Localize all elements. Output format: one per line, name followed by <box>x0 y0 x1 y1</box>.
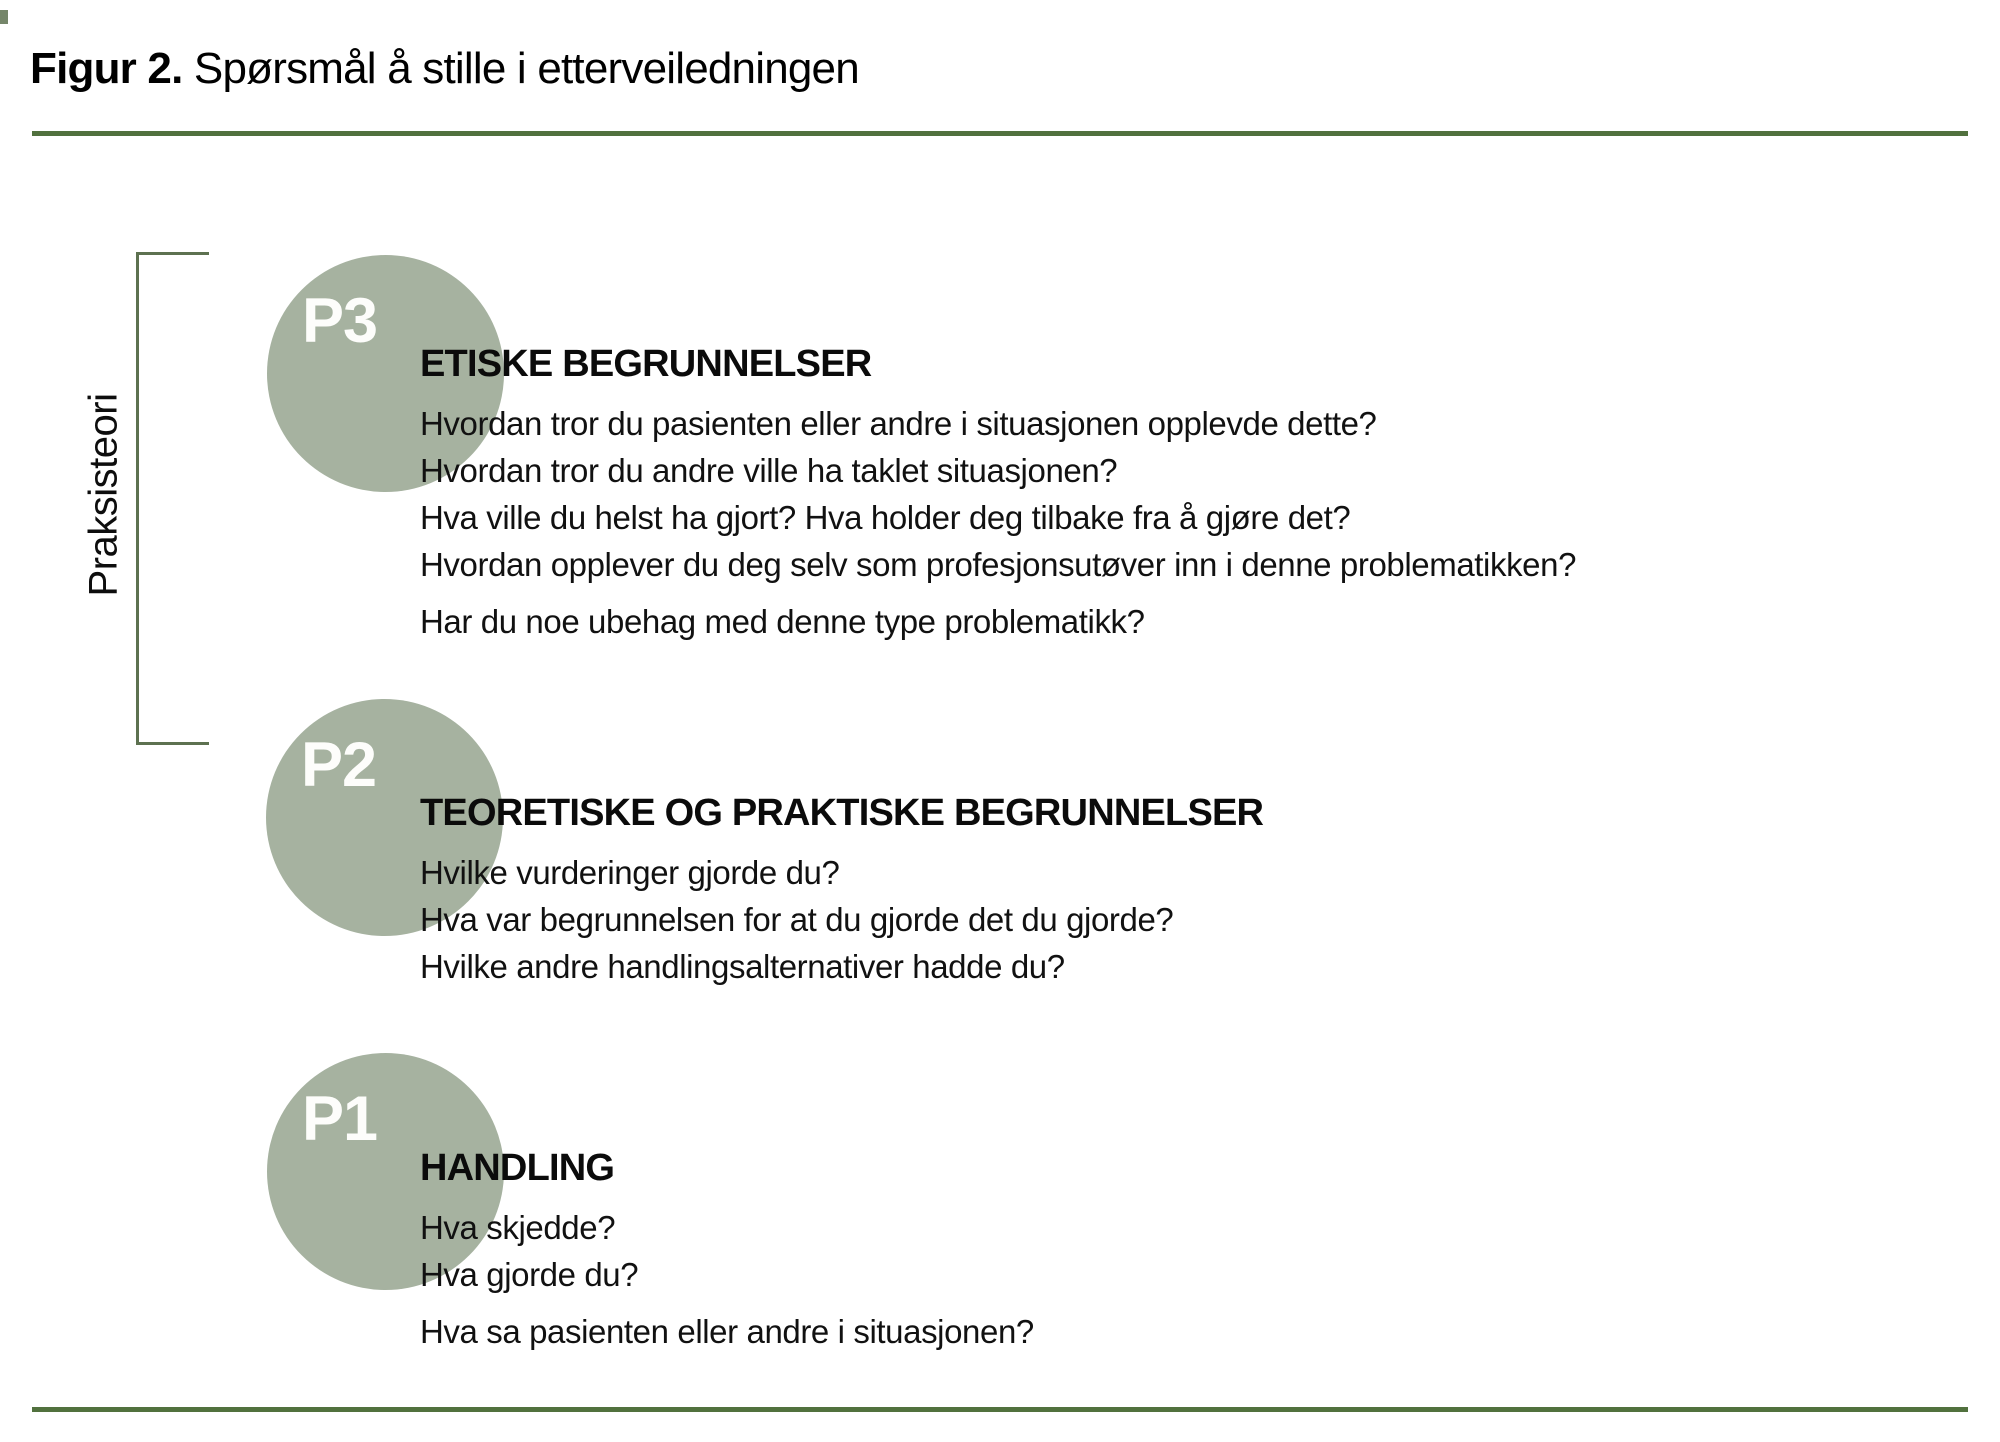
question-line: Hva gjorde du? <box>420 1256 639 1293</box>
page-edge-mark <box>0 10 8 24</box>
bottom-rule <box>32 1407 1968 1412</box>
section-p1-text <box>420 1144 1820 1355</box>
section-p2-heading: TEORETISKE OG PRAKTISKE BEGRUNNELSER <box>420 792 1264 834</box>
figure-title-number: Figur 2. <box>30 44 183 93</box>
figure-title-text: Spørsmål å stille i etterveiledningen <box>182 44 859 93</box>
question-line: Hva skjedde? <box>420 1209 616 1246</box>
question-line: Har du noe ubehag med denne type problematikk? <box>420 603 1145 640</box>
praksisteori-label: Praksisteori <box>81 393 126 597</box>
circle-p2-label: P2 <box>301 730 377 800</box>
section-p3-heading: ETISKE BEGRUNNELSER <box>420 343 872 385</box>
section-p1-heading: HANDLING <box>420 1147 615 1189</box>
question-line: Hva var begrunnelsen for at du gjorde det du gjorde? <box>420 901 1174 938</box>
praksisteori-bracket-line <box>136 252 139 745</box>
praksisteori-bracket-top-arm <box>136 252 209 255</box>
question-line: Hvordan tror du andre ville ha taklet situasjonen? <box>420 452 1118 489</box>
section-p3-text <box>420 340 1820 645</box>
question-line: Hvordan tror du pasienten eller andre i situasjonen opplevde dette? <box>420 405 1377 442</box>
question-line: Hva sa pasienten eller andre i situasjonen? <box>420 1313 1034 1350</box>
figure-title <box>30 44 859 94</box>
section-p2-text <box>420 789 1820 990</box>
circle-p3-label: P3 <box>302 286 378 356</box>
praksisteori-bracket-bottom-arm <box>136 742 209 745</box>
question-line: Hvordan opplever du deg selv som profesjonsutøver inn i denne problematikken? <box>420 546 1577 583</box>
question-line: Hva ville du helst ha gjort? Hva holder deg tilbake fra å gjøre det? <box>420 499 1351 536</box>
question-line: Hvilke andre handlingsalternativer hadde du? <box>420 948 1065 985</box>
top-rule <box>32 131 1968 136</box>
question-line: Hvilke vurderinger gjorde du? <box>420 854 840 891</box>
circle-p1-label: P1 <box>302 1084 378 1154</box>
